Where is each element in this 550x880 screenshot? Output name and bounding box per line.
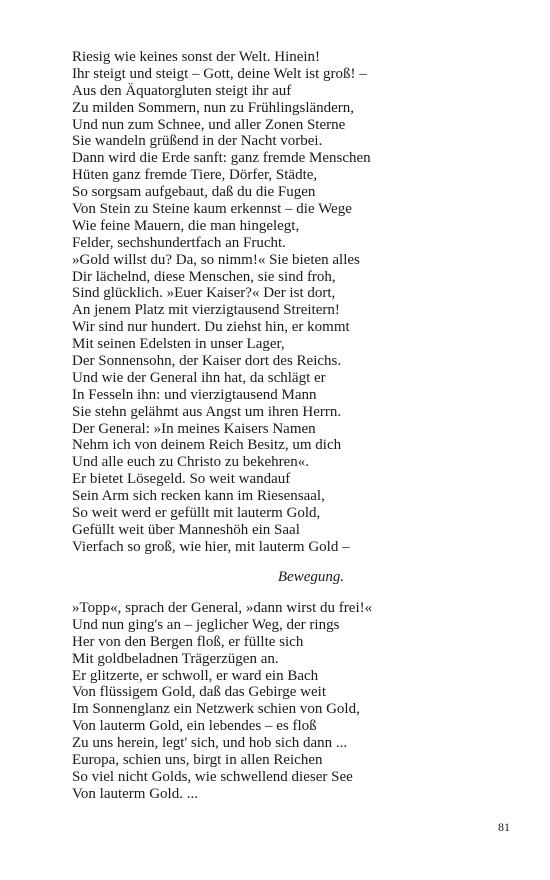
verse-line: So sorgsam aufgebaut, daß du die Fugen bbox=[72, 184, 316, 201]
verse-line: Wie feine Mauern, die man hingelegt, bbox=[72, 217, 300, 234]
verse-line: Sein Arm sich recken kann im Riesensaal, bbox=[72, 488, 325, 505]
verse-line: Von lauterm Gold, ein lebendes – es floß bbox=[72, 718, 317, 735]
verse-line: »Gold willst du? Da, so nimm!« Sie bieten alles bbox=[72, 251, 360, 268]
verse-line: Von Stein zu Steine kaum erkennst – die Wege bbox=[72, 201, 352, 218]
verse-line: Und alle euch zu Christo zu bekehren«. bbox=[72, 454, 310, 471]
verse-line: Von lauterm Gold. ... bbox=[72, 785, 198, 802]
verse-line: Im Sonnenglanz ein Netzwerk schien von Gold, bbox=[72, 701, 360, 718]
verse-line: Riesig wie keines sonst der Welt. Hinein! bbox=[72, 49, 321, 65]
verse-line: Hüten ganz fremde Tiere, Dörfer, Städte, bbox=[72, 167, 318, 184]
verse-line: Er glitzerte, er schwoll, er ward ein Bach bbox=[72, 667, 319, 684]
verse-line: Felder, sechshundertfach an Frucht. bbox=[72, 234, 286, 251]
verse-line: Und wie der General ihn hat, da schlägt er bbox=[72, 369, 326, 386]
verse-line: Mit goldbeladnen Trägerzügen an. bbox=[72, 650, 279, 667]
verse-line: Europa, schien uns, birgt in allen Reichen bbox=[72, 752, 323, 769]
verse-line: »Topp«, sprach der General, »dann wirst du frei!« bbox=[72, 600, 373, 616]
verse-line: Mit seinen Edelsten in unser Lager, bbox=[72, 336, 285, 353]
verse-stanza-1 bbox=[72, 49, 492, 556]
verse-line: Der General: »In meines Kaisers Namen bbox=[72, 420, 316, 437]
verse-line: Ihr steigt und steigt – Gott, deine Welt ist groß! – bbox=[72, 65, 367, 82]
verse-line: So viel nicht Golds, wie schwellend dieser See bbox=[72, 768, 353, 785]
verse-line: Der Sonnensohn, der Kaiser dort des Reichs. bbox=[72, 353, 342, 370]
verse-line: Dir lächelnd, diese Menschen, sie sind froh, bbox=[72, 268, 336, 285]
verse-line: Nehm ich von deinem Reich Besitz, um dich bbox=[72, 437, 342, 454]
page-number: 81 bbox=[498, 820, 510, 834]
verse-line: Dann wird die Erde sanft: ganz fremde Menschen bbox=[72, 150, 371, 167]
verse-line: Gefüllt weit über Manneshöh ein Saal bbox=[72, 521, 300, 538]
verse-line: An jenem Platz mit vierzigtausend Streitern! bbox=[72, 302, 340, 319]
verse-line: In Fesseln ihn: und vierzigtausend Mann bbox=[72, 386, 317, 403]
verse-line: Er bietet Lösegeld. So weit wandauf bbox=[72, 471, 291, 488]
verse-line: Zu milden Sommern, nun zu Frühlingsländern, bbox=[72, 99, 355, 116]
verse-line: Vierfach so groß, wie hier, mit lauterm Gold – bbox=[72, 538, 350, 555]
verse-line: So weit werd er gefüllt mit lauterm Gold, bbox=[72, 505, 321, 522]
verse-line: Wir sind nur hundert. Du ziehst hin, er kommt bbox=[72, 319, 350, 336]
verse-line: Und nun ging's an – jeglicher Weg, der rings bbox=[72, 616, 340, 633]
verse-line: Sind glücklich. »Euer Kaiser?« Der ist dort, bbox=[72, 285, 336, 302]
verse-line: Zu uns herein, legt' sich, und hob sich dann ... bbox=[72, 735, 348, 752]
verse-stanza-2 bbox=[72, 600, 492, 803]
verse-line: Her von den Bergen floß, er füllte sich bbox=[72, 633, 304, 650]
verse-line: Aus den Äquatorgluten steigt ihr auf bbox=[72, 82, 292, 99]
stage-direction: Bewegung. bbox=[277, 569, 345, 585]
verse-line: Sie stehn gelähmt aus Angst um ihren Herrn. bbox=[72, 403, 342, 420]
verse-line: Von flüssigem Gold, daß das Gebirge weit bbox=[72, 684, 326, 701]
verse-line: Sie wandeln grüßend in der Nacht vorbei. bbox=[72, 133, 323, 150]
verse-line: Und nun zum Schnee, und aller Zonen Sterne bbox=[72, 116, 346, 133]
